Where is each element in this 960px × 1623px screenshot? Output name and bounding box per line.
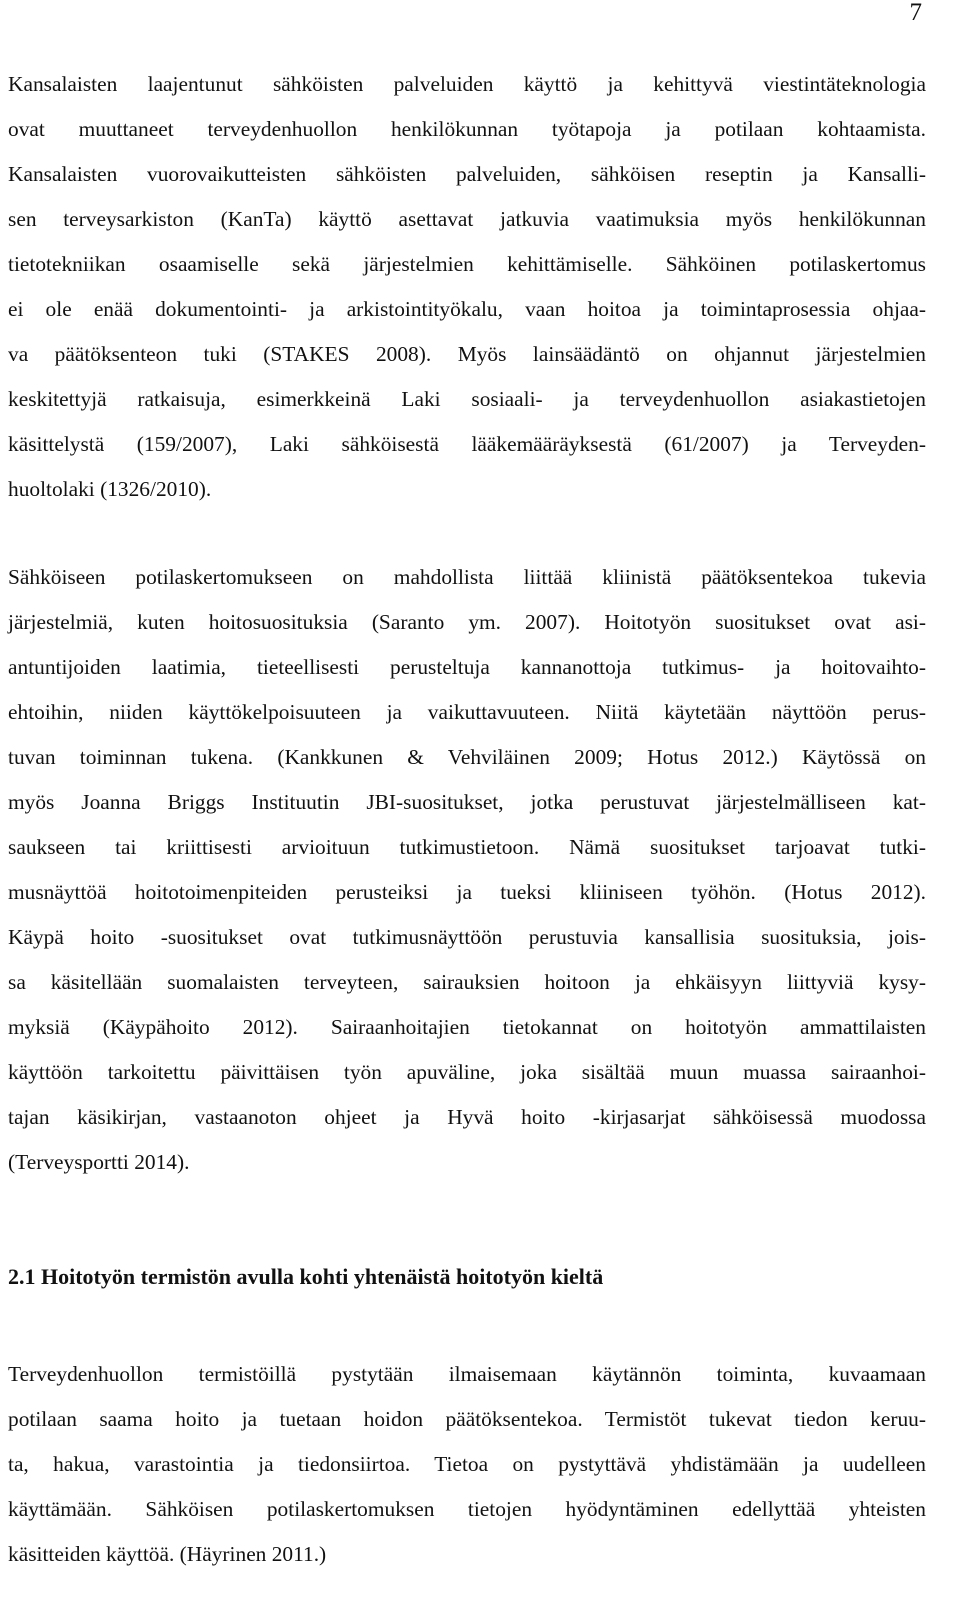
text-line: potilaan saama hoito ja tuetaan hoidon päätöksentekoa. Termistöt tukevat tiedon keruu-: [8, 1407, 926, 1431]
paragraph: [8, 62, 926, 512]
paragraph: [8, 1352, 926, 1577]
text-line: ovat muuttaneet terveydenhuollon henkilökunnan työtapoja ja potilaan kohtaamista.: [8, 117, 926, 141]
text-line: käyttämään. Sähköisen potilaskertomuksen tietojen hyödyntäminen edellyttää yhteisten: [8, 1497, 926, 1521]
text-line: tajan käsikirjan, vastaanoton ohjeet ja Hyvä hoito -kirjasarjat sähköisessä muodossa: [8, 1105, 926, 1129]
text-line: järjestelmiä, kuten hoitosuosituksia (Saranto ym. 2007). Hoitotyön suositukset ovat asi-: [8, 610, 926, 634]
text-line: sen terveysarkiston (KanTa) käyttö asettavat jatkuvia vaatimuksia myös henkilökunnan: [8, 207, 926, 231]
text-line: käsitteiden käyttöä. (Häyrinen 2011.): [8, 1542, 327, 1566]
paragraph: [8, 555, 926, 1185]
text-line: tuvan toiminnan tukena. (Kankkunen & Vehviläinen 2009; Hotus 2012.) Käytössä on: [8, 745, 926, 769]
text-line: huoltolaki (1326/2010).: [8, 477, 212, 501]
text-line: ehtoihin, niiden käyttökelpoisuuteen ja vaikuttavuuteen. Niitä käytetään näyttöön perus-: [8, 700, 926, 724]
text-line: musnäyttöä hoitotoimenpiteiden perusteiksi ja tueksi kliiniseen työhön. (Hotus 2012).: [8, 880, 926, 904]
text-line: myös Joanna Briggs Instituutin JBI-suositukset, jotka perustuvat järjestelmälliseen kat-: [8, 790, 926, 814]
text-line: va päätöksenteon tuki (STAKES 2008). Myös lainsäädäntö on ohjannut järjestelmien: [8, 342, 926, 366]
text-line: Sähköiseen potilaskertomukseen on mahdollista liittää kliinistä päätöksentekoa tukevia: [8, 565, 926, 589]
page-number: 7: [909, 0, 922, 26]
text-line: Käypä hoito -suositukset ovat tutkimusnäyttöön perustuvia kansallisia suosituksia, jois-: [8, 925, 926, 949]
text-line: Kansalaisten laajentunut sähköisten palveluiden käyttö ja kehittyvä viestintäteknologia: [8, 72, 926, 96]
section-heading: 2.1 Hoitotyön termistön avulla kohti yhtenäistä hoitotyön kieltä: [8, 1264, 604, 1289]
text-line: ei ole enää dokumentointi- ja arkistointityökalu, vaan hoitoa ja toimintaprosessia ohjaa-: [8, 297, 926, 321]
text-line: sa käsitellään suomalaisten terveyteen, sairauksien hoitoon ja ehkäisyyn liittyviä kysy-: [8, 970, 926, 994]
text-line: myksiä (Käypähoito 2012). Sairaanhoitajien tietokannat on hoitotyön ammattilaisten: [8, 1015, 926, 1039]
text-line: ta, hakua, varastointia ja tiedonsiirtoa. Tietoa on pystyttävä yhdistämään ja uudelleen: [8, 1452, 926, 1476]
text-line: käyttöön tarkoitettu päivittäisen työn apuväline, joka sisältää muun muassa sairaanhoi-: [8, 1060, 926, 1084]
text-line: antuntijoiden laatimia, tieteellisesti perusteltuja kannanottoja tutkimus- ja hoitovaihto-: [8, 655, 926, 679]
text-line: Kansalaisten vuorovaikutteisten sähköisten palveluiden, sähköisen reseptin ja Kansalli-: [8, 162, 926, 186]
text-line: Terveydenhuollon termistöillä pystytään ilmaisemaan käytännön toiminta, kuvaamaan: [8, 1362, 926, 1386]
text-line: tietotekniikan osaamiselle sekä järjestelmien kehittämiselle. Sähköinen potilaskertomus: [8, 252, 926, 276]
text-line: (Terveysportti 2014).: [8, 1150, 190, 1174]
text-line: keskitettyjä ratkaisuja, esimerkkeinä Laki sosiaali- ja terveydenhuollon asiakastietojen: [8, 387, 926, 411]
text-line: käsittelystä (159/2007), Laki sähköisestä lääkemääräyksestä (61/2007) ja Terveyden-: [8, 432, 926, 456]
text-line: saukseen tai kriittisesti arvioituun tutkimustietoon. Nämä suositukset tarjoavat tutki-: [8, 835, 926, 859]
